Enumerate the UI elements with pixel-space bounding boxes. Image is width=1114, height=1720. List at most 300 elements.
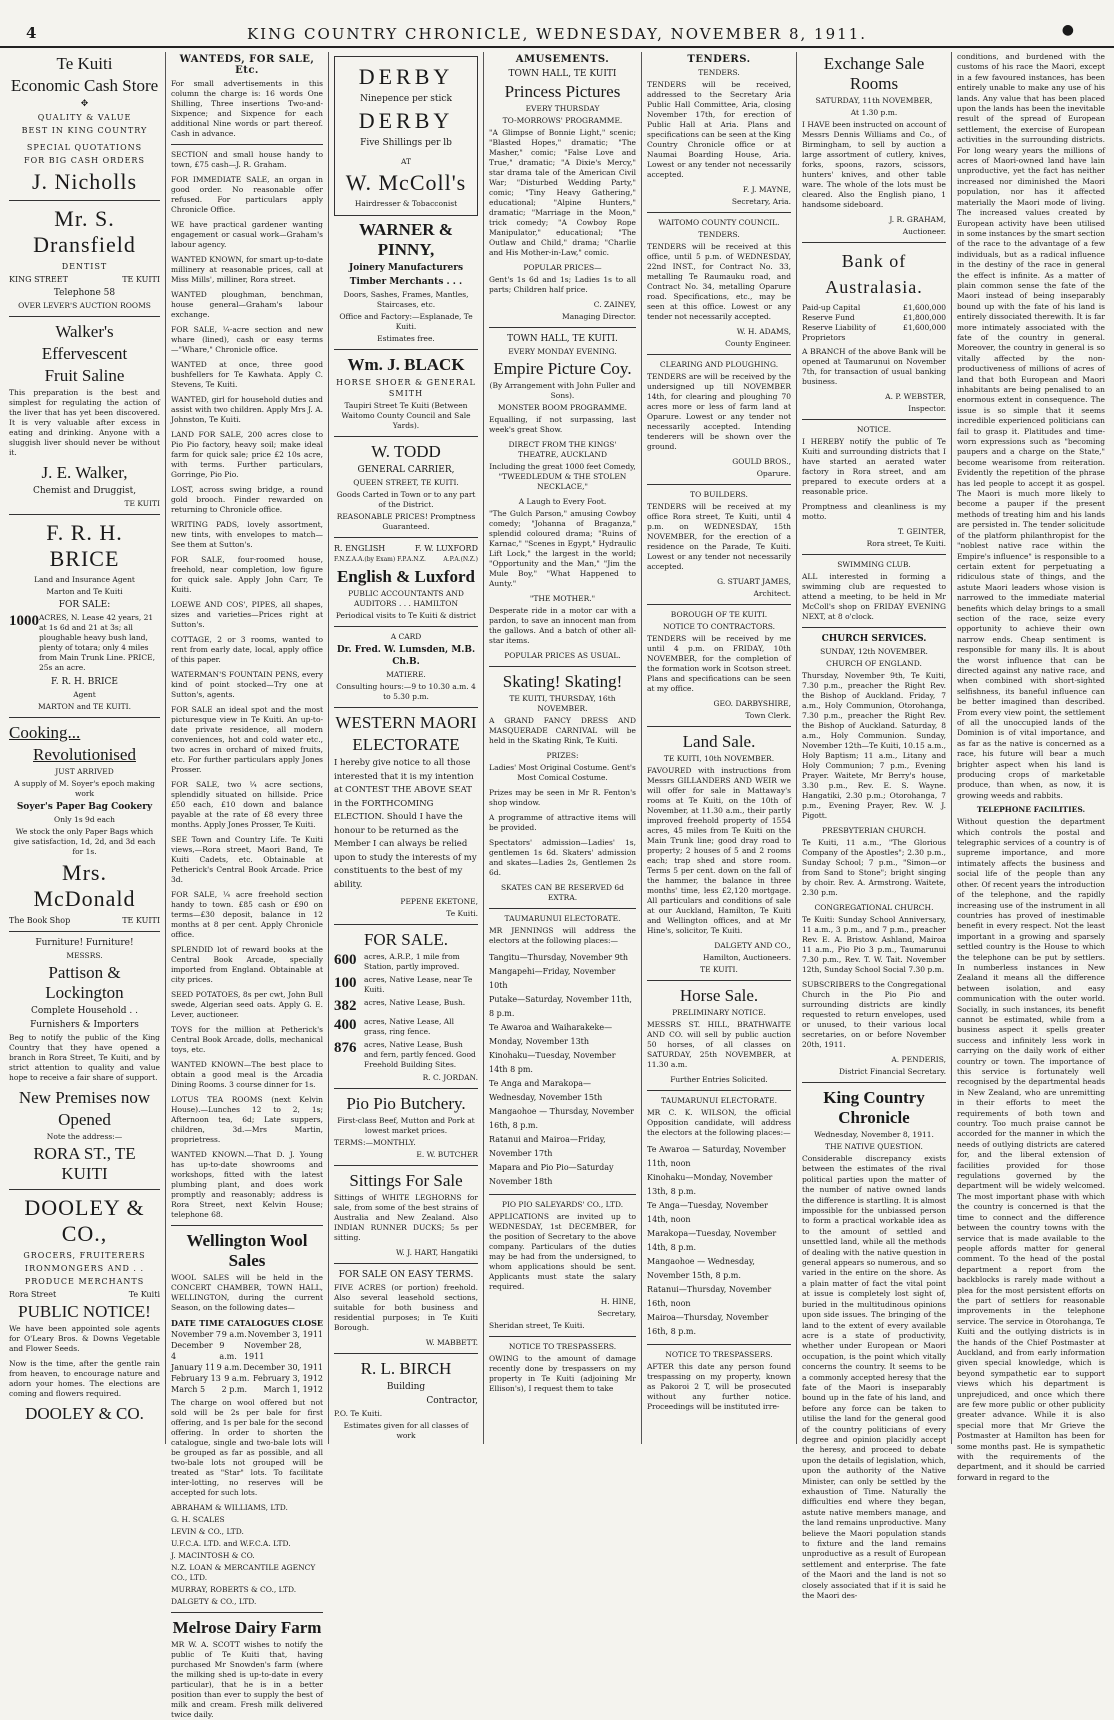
contractors-heading: NOTICE TO CONTRACTORS. [662,622,776,631]
brice-name: F. R. H. BRICE [46,520,123,571]
bank-heading: Bank of Australasia. [825,251,923,297]
page-number: 4 [26,24,37,42]
te-kuiti-line: TE KUITI. [700,965,738,974]
clearing-text: TENDERS are will be received by the undersigned up till NOVEMBER 14th, for clearing and ploughing 70 acres more or less of farm land at Oparure. Lowest or any tender not necessarily accepted. Intending tenderers will be shown over the ground. [647,372,791,451]
wool-cell: February 13 [171,1374,221,1383]
meeting-place: Te Anga—Tuesday, November 14th, noon [647,1201,768,1224]
land-agent-line: Land and Insurance Agent [34,575,135,584]
divider [334,349,478,350]
preliminary-line: PRELIMINARY NOTICE. [672,1008,766,1017]
popular-prices-2: POPULAR PRICES AS USUAL. [504,651,621,660]
hine-signature: H. HINE, [600,1297,636,1306]
adams-signature: W. H. ADAMS, [736,327,791,336]
rora-street-label: Rora Street [9,1290,57,1299]
admission-text: Spectators' admission—Ladies' 1s, gentlemen 1s 6d. Skaters' admission and skates—Ladies 2s, Gentlemen 2s 6d. [489,838,636,877]
divider [802,554,946,555]
direct-text: Including the great 1000 feet Comedy, "TWEEDLEDUM & THE STOLEN NECKLACE," [489,462,636,491]
clearing-heading: CLEARING AND PLOUGHING. [659,360,779,369]
congregational-text: Te Kuiti: Sunday School Anniversary, 11 a.m., 3 p.m., and 7 p.m., preacher Rev. E. A. Bristow. Ashland, Mairoa 11 a.m., Pio Pio 3 p.m., Taumarunui 7.30 p.m., Rev. T. W. Tait. November 12th, Sunday School Social 7.30 p.m. [802,915,946,974]
divider [171,144,323,145]
lumsden-name: Dr. Fred. W. Lumsden, M.B. Ch.B. [336,645,476,667]
auctioneer-label: Auctioneer. [902,227,946,236]
column-7 [952,52,1110,1482]
wanted-ads-list [171,150,323,1220]
accountant-names [334,543,478,554]
acres-number: 1000 [9,613,39,629]
wool-header-time: TIME [199,1318,224,1328]
bank-table [802,303,946,343]
brice-name-2: F. R. H. BRICE [50,677,119,687]
graham-signature: J. R. GRAHAM, [889,215,946,224]
building-line: Building [386,1382,426,1392]
congregational-heading: CONGREGATIONAL CHURCH. [814,903,934,912]
skating-text: A GRAND FANCY DRESS AND MASQUERADE CARNIVAL will be held in the Skating Rink, Te Kuiti. [489,716,636,745]
sale-desc: acres, Native Lease, Bush. [364,998,466,1007]
wanteds-intro: For small advertisements in this column the charge is: 16 words One Shilling, Three insertions Two-and-Sixpence; and Sixpence for each additional Nine words or part thereof. Cash in advance. [171,79,323,138]
melrose-title: Melrose Dairy Farm [172,1618,322,1637]
column-6 [797,52,952,1601]
dooley-name: DOOLEY & CO., [24,1195,145,1246]
meeting-place: Mangaohoe — Wednesday, November 15th, 8 p.m. [647,1257,755,1280]
dransfield-name: Mr. S. Dransfield [33,206,136,257]
architect-label: Architect. [753,589,791,598]
english-name: R. ENGLISH [334,544,386,553]
sale-acres: 100 [334,975,357,991]
western-maori-heading: WESTERN MAORI [335,713,477,732]
bank-label: Paid-up Capital [802,303,861,312]
revolutionised-heading: Revolutionised [33,745,136,764]
matiere-line: MATIERE. [386,670,426,679]
sale-desc: acres, Native Lease, near Te Kuiti. [364,975,473,994]
notice-text: I HEREBY notify the public of Te Kuiti and surrounding districts that I have started an aerated water factory in Rora street, and am prepared to execute orders at a reasonable price. [802,437,946,496]
messrs-line: MESSRS. [66,951,103,960]
monster-programme: MONSTER BOOM PROGRAMME. [497,403,628,412]
direct-line: DIRECT FROM THE KINGS' THEATRE, AUCKLAND [508,440,617,459]
wool-row [171,1373,323,1384]
native-question-text: Considerable discrepancy exists between the estimates of the rival political parties upon the matter of the number of native owned lands the difference is startling. It is almost impossible for the unbiassed person to form a practical workable idea as to the amount of settled and unsettled land, while all the methods of dealing with the native question in general appears so numerous, and so varied in the entire on the shore. As a plain matter of fact the vital point at issue is completely lost sight of, buried in the multitudinous opinions upon side issues. The bringing of the land to the extent of every available acre is a state of productivity, whether under European or Maori occupation, is the point which vitally concerns the country. It seems to be a commonly accepted heresy that the fate of the Maori is inseparably bound up in the fate of his land, and before any force can be taken to utilise the land for the general good of the country politicians of every degree and opinion placidly accept the heresy, and proceed to debate upon the details of legislation, which, upon the authority of the Native Minister, can only be settled by the exhaustion of Time. Naturally the difficulties end where they began, astute native members manage, and the land remains unproductive. Many believe the Maori population stands to fixture and the land remains unproductive as a result of European settlement and enterprise. The fate of the Maori and the land is not so closely associated that if it is said he the Maori des- [802,1154,946,1601]
wanted-ad: TOYS for the million at Petherick's Central Book Arcade, dolls, mechanical toys, etc. [171,1025,323,1054]
popular-prices: POPULAR PRICES— [523,263,602,272]
wanted-ad: LAND FOR SALE, 200 acres close to Pio Pio factory, heavy soil; make ideal farm for quick sale; price £2 10s acre, with terms. Further particulars, Gorringe, Pio Pio. [171,430,323,479]
telephone-line: Telephone 58 [53,288,116,298]
applications-text: APPLICATIONS are invited up to WEDNESDAY, 1st DECEMBER, for the position of Secretary to the above company. Particulars of the duties may be had from the undersigned, to whom applications should be sent. Applicants must state the salary required. [489,1212,636,1291]
telephone-text: Without question the department which controls the postal and telegraphic services of a country is of supreme importance, and more intimately affects the business and social life of the people than any other. Of recent years the introduction of the telephone, and the rapidly increasing use of the instrument in all countries has proved of inestimable benefit in every respect. Not the least important in a growing and sparsely settled country is the House to which the telephone can be put by settlers. In numberless instances in New Zealand it means all the difference between isolation, and easy communication with the outer world. Socially, in such instances, its benefit cannot be estimated, while from a business aspect it spells greater success and infinitely less work in carrying on the daily work of either country or town. The importance of this service is fortunately well recognised by the departmental heads in New Zealand, who are unremitting in their efforts to meet the requirements of both town and country. Too much praise cannot be accorded for the manner in which the needs of outlying districts are catered for, and the liberal extension of facilities provided for those regulations governed by the department will be widely welcomed. The most important phase with which the country is concerned is that the time to connect and the difference between the country towns with the service that is made available to the people affords matter for general comment. To the head of the postal department a report from the backblocks is rarely made without a plea for the most persistent efforts on the part of settlers for reasonable improvements in the telephone service. The service in Otorohanga, Te Kuiti and the outlying districts is in the hands of the Chief Postmaster at Auckland, and from early information given special knowledge, which is beyond sympathetic ear to support views which his department is unprejudiced, and once which there are few more public or other publicity greater advance. While it is also special more that Mr Grieve the Postmaster at Hamilton has been for some months past. He is sympathetic with the requirements of the department, and it should be carried forward in regard to the [957,817,1105,1482]
james-signature: G. STUART JAMES, [717,577,791,586]
land-sale-list [334,952,478,1070]
divider [489,666,636,667]
ironmongers-line: IRONMONGERS AND . . [24,1264,145,1273]
acres-text: ACRES, N. Lease 42 years, 21 at 1s 6d and 21 at 3s; all ploughable heavy bush land, plenty of totara; only 4 miles from Main Trunk Line. PRICE, 25s an acre. [39,613,155,672]
butcher-signature: E. W. BUTCHER [416,1150,478,1159]
te-kuiti-heading: Te Kuiti [56,54,113,73]
divider [171,1225,323,1226]
presbyterian-text: Te Kuiti, 11 a.m., "The Glorious Company of the Apostles"; 2.30 p.m., Sunday School; 7 p.m., "Simon—or from Sand to Stone"; bright singing by choir. Rev. A. Armstrong. Waitete, 2.30 p.m. [802,838,946,897]
tenders-sub: TENDERS. [698,68,740,77]
ornament: ✥ [80,99,89,109]
chemist-line: Chemist and Druggist, [32,486,137,496]
princess-pictures: Princess Pictures [504,82,621,101]
arrangement-line: (By Arrangement with John Fuller and Sons). [489,381,636,400]
aria-tender-text: TENDERS will be received, addressed to the Secretary Aria Public Hall Committee, Aria, closing November 17th, for erection of Public Hall at Aria. Plans and specifications can be seen at the King Country Chronicle office or at Naumai Boarding House, Aria. Lowest or any tender not necessarily accepted. [647,80,791,179]
wool-cell: 9 a.m. [224,1374,250,1383]
luxford-name: F. W. LUXFORD [414,544,478,553]
melrose-text: MR W. A. SCOTT wishes to notify the public of Te Kuiti that, having purchased Mr Snowden's farm (where the milking shed is up-to-date in every particular), that he is in a better position than ever to supply the best of milk and cream. Fresh milk delivered twice daily. [171,1640,323,1719]
horse-sale-heading: Horse Sale. [679,986,759,1005]
auctioneers-label: Hamilton, Auctioneers. [703,953,791,962]
bulk-line: FOR BIG CASH ORDERS [24,156,145,165]
for-sale-label: FOR SALE: [58,600,111,610]
wool-firm: U.F.C.A. LTD. and W.F.C.A. LTD. [171,1539,291,1548]
hart-signature: W. J. HART, Hangatiki [396,1248,478,1257]
swimming-heading: SWIMMING CLUB. [837,560,911,569]
wanted-ad: WE have practical gardener wanting engagement or casual work—Graham's labour agency. [171,220,323,249]
wanted-ad: SEED POTATOES, 8s per cwt, John Bull swede, Algerian seed oats. Apply G. E. Lever, auctioneer. [171,990,323,1019]
contractor-line: Contractor, [426,1396,478,1406]
wool-row [171,1340,323,1362]
equalling-text: Equalling, if not surpassing, last week's great Show. [489,415,636,434]
bank-value: £1,600,000 [903,303,946,312]
rora-street-line: RORA ST., TE KUITI [33,1144,136,1183]
wilson-text: MR C. K. WILSON, the official Opposition candidate, will address the electors at the following places:— [647,1108,791,1137]
divider [647,354,791,355]
eketone-town: Te Kuiti. [446,909,478,918]
king-street: KING STREET [9,275,68,284]
swimming-text: ALL interested in forming a swimming club are requested to attend a meeting, to be held in Mr McColl's shop on FRIDAY EVENING NEXT, at 8 o'clock. [802,572,946,621]
luxford-quals: A.P.A.(N.Z.) [443,556,478,563]
tenders-sub-2: TENDERS. [698,230,740,239]
further-line: Further Entries Solicited. [670,1075,768,1084]
taumarunui-heading-2: TAUMARUNUI ELECTORATE. [661,1096,777,1105]
meeting-place: Kinohaku—Tuesday, November 14th 8 pm. [489,1051,616,1074]
divider [334,537,478,538]
wool-table [171,1329,323,1395]
derby-ad [334,56,478,216]
town-hall-line: TOWN HALL, TE KUITI [508,69,617,79]
soyer-price: Only 1s 9d each [54,815,115,824]
sittings-text: Sittings of WHITE LEGHORNS for sale, from some of the best strains of Australia and New Zealand. Also INDIAN RUNNER DUCKS; 5s per sitting. [334,1193,478,1242]
economic-store-heading: Economic Cash Store [10,76,159,95]
wool-firm: LEVIN & CO., LTD. [171,1527,244,1536]
hairdresser-line: Hairdresser & Tobacconist [354,199,458,208]
jordan-signature: R. C. JORDAN. [422,1073,478,1082]
taupiri-line: Taupiri Street Te Kuiti (Between Waitomo County Council and Sale Yards). [341,401,471,430]
accountants-line: PUBLIC ACCOUNTANTS AND AUDITORS . . . HAMILTON [348,589,464,608]
wool-sales-title: Wellington Wool Sales [186,1231,308,1270]
bookshop-label: The Book Shop [9,916,71,925]
penderis-signature: A. PENDERIS, [891,1055,946,1064]
wanted-ad: LOST, across swing bridge, a round gold brooch. Finder rewarded on returning to Chronicle office. [171,485,323,514]
po-line: P.O. Te Kuiti. [334,1409,383,1418]
walker-heading-1: Walker's [55,322,114,341]
derby-heading-2: DERBY [358,108,454,133]
skates-reserved: SKATES CAN BE RESERVED 6d EXTRA. [501,883,624,902]
wool-header-date: DATE [171,1318,196,1328]
bank-row [802,323,946,343]
oparure-label: Oparure. [756,469,791,478]
wool-cell: November 28, 1911 [243,1341,302,1361]
mayne-signature: F. J. MAYNE, [742,185,791,194]
dooley-name-2: DOOLEY & CO. [25,1404,144,1423]
darbyshire-signature: GEO. DARBYSHIRE, [713,699,791,708]
divider [9,931,160,932]
bank-value: £1,800,000 [903,313,946,322]
land-sale-date: TE KUITI, 10th NOVEMBER. [663,754,775,763]
sale-acres: 600 [334,952,357,968]
bank-text: A BRANCH of the above Bank will be opened at Taumarunui on November 7th, for transaction of usual banking business. [802,347,946,386]
divider [802,242,946,243]
easy-terms-text: FIVE ACRES (or portion) freehold. Also several leasehold sections, suitable for both business and residential purposes; in Te Kuiti Borough. [334,1283,478,1332]
dentist-label: DENTIST [61,262,108,271]
meeting-place: Mangapehi—Friday, November 10th [489,967,616,990]
wool-cell: November 3, 1911 [247,1330,323,1339]
prices-text: Gent's 1s 6d and 1s; Ladies 1s to all parts; Children half price. [489,275,636,294]
meeting-place: Tangitu—Thursday, November 9th [489,953,629,962]
timber-line: Timber Merchants . . . [349,277,463,287]
estimates-given: Estimates given for all classes of work [343,1421,469,1440]
wanted-ad: WRITING PADS, lovely assortment, new tints, with envelopes to match—See them at Sutton's. [171,520,323,549]
furnishers-line: Furnishers & Importers [30,1020,139,1030]
periodical-line: Periodical visits to Te Kuiti & district [335,611,477,620]
wanted-ad: LOEWE AND COS', PIPES, all shapes, sizes and varieties—Prices right at Sutton's. [171,600,323,629]
taumarunui-heading: TAUMARUNUI ELECTORATE. [504,914,621,923]
sale-desc: acres, Native Lease, Bush and fern, partly fenced. Good Freehold Building Sites. [364,1040,476,1069]
office-line: Office and Factory:—Esplanade, Te Kuiti. [339,312,473,331]
card-label: A CARD [390,632,422,641]
wool-row [171,1329,323,1340]
exchange-time: At 1.30 p.m. [850,108,898,117]
wool-cell: January 11 [171,1363,216,1372]
wanted-ad: SEE Town and Country Life. Te Kuiti views,—Rora street, Maori Band, Te Kuiti Cadets, etc. Obtainable at Petherick's Central Book Arcade. Price 3d. [171,835,323,884]
special-line: SPECIAL QUOTATIONS [26,143,143,152]
skating-date: TE KUITI, THURSDAY, 16th NOVEMBER. [509,694,616,713]
cooking-heading: Cooking... [9,723,81,742]
wanted-ad: WATERMAN'S FOUNTAIN PENS, every kind of point stocked—Try one at Sutton's, agents. [171,670,323,699]
director-label: Managing Director. [562,312,636,321]
prizes-text: Ladies' Most Original Costume. Gent's Most Comical Costume. [489,763,636,782]
sale-desc: acres, Native Lease, All grass, ring fence. [364,1017,454,1036]
meeting-place: Mangaohoe — Thursday, November 16th, 8 p.m. [489,1107,634,1130]
rora-row [9,1289,160,1300]
sunday-line: SUNDAY, 12th NOVEMBER. [820,647,928,656]
sale-desc: acres, A.R.P., 1 mile from Station, partly improved. [364,952,460,971]
meeting-place: Marakopa—Tuesday, November 14th, 8 p.m. [647,1229,777,1252]
marton-line-2: MARTON and TE KUITI. [37,702,132,711]
princess-programme: "A Glimpse of Bonnie Light," scenic; "Blasted Hopes," dramatic; "The Masher," comic; "False Love and True," dramatic; "A Dixie's Mercy," star drama tale of the American Civil War; "Disturbed Wedding Party," comic; "Tiny Heavy Gathering," educational; "Alpine Hunters," dramatic; "Marriage in the Moon," trick comedy; "A Cowboy Rope Manipulator," educational; "The Outlaw and Child," drama; "Charlie and His Mother-in-Law," comic. [489,128,636,257]
new-premises: New Premises now [18,1088,151,1107]
wool-cell: 9 a.m. [219,1341,237,1361]
wanted-ad: COTTAGE, 2 or 3 rooms, wanted to rent from early date, local, apply office of this paper. [171,635,323,664]
divider [334,1353,478,1354]
district-label: District Financial Secretary. [839,1067,946,1076]
borough-heading: BOROUGH OF TE KUITI. [670,610,768,619]
queen-street-line: QUEEN STREET, TE KUITI. [353,478,459,487]
divider [647,1344,791,1345]
piopio-text: First-class Beef, Mutton and Pork at lowest market prices. [337,1116,475,1135]
tomorrow-programme: TO-MORROWS' PROGRAMME. [502,116,623,125]
electorate-heading: ELECTORATE [352,735,460,754]
wanted-ad: WANTED at once, three good bushfellers for Te Kawhata. Apply C. Stevens, Te Kuiti. [171,360,323,389]
sittings-heading: Sittings For Sale [349,1171,463,1190]
birch-name: R. L. BIRCH [360,1359,452,1378]
meeting-place: Putake—Saturday, November 11th, 8 p.m. [489,995,632,1018]
grocers-line: GROCERS, FRUITERERS [23,1251,146,1260]
sheridan-line: Sheridan street, Te Kuiti. [489,1321,585,1330]
pattison-text: Beg to notify the public of the King Country that they have opened a branch in Rora Street, Te Kuiti, and by strict attention to quality and value hope to receive a fair share of support. [9,1033,160,1082]
geinter-signature: T. GEINTER, [897,527,946,536]
te-kuiti-label: TE KUITI [122,275,160,284]
wanted-ad: WANTED KNOWN, for smart up-to-date millinery at reasonable prices, call at Miss Mills', milliner, Rora street. [171,255,323,284]
todd-name: W. TODD [371,442,441,461]
wanted-ad: WANTED, girl for household duties and assist with two children. Apply Mrs J. A. Johnston, Te Kuiti. [171,395,323,424]
meeting-place: Mapara and Pio Pio—Saturday November 18th [489,1163,614,1186]
inspector-label: Inspector. [908,404,946,413]
terms-line: TERMS:—MONTHLY. [334,1138,416,1147]
piopio-saleyards: PIO PIO SALEYARDS' CO., LTD. [501,1200,624,1209]
english-luxford-name: English & Luxford [337,567,475,586]
gulch-text: "The Gulch Parson," amusing Cowboy comedy; "Johanna of Braganza," splendid coloured drama; "Ruins of Karnac," "Scenes in Egypt," Hydraulic Lift Lock," the largest in the world; "Opportunity and the Man," "Jim the Mule Boy," "What Happened to Aunty." [489,509,636,588]
wanted-ad: FOR IMMEDIATE SALE, an organ in good order. No reasonable offer refused. For particulars apply Chronicle Office. [171,175,323,214]
divider [647,726,791,727]
paper-bags-text: We stock the only Paper Bags which give satisfaction, 1d, 2d, and 3d each for 1s. [13,827,156,856]
bank-row [802,303,946,313]
opened-line: Opened [58,1110,111,1129]
horse-sale-text: MESSRS ST. HILL, BRATHWAITE AND CO. will sell by public auction 50 horses, of all classes on SATURDAY, 25th NOVEMBER, at 11.30 a.m. [647,1020,791,1069]
exchange-heading: Exchange Sale Rooms [823,54,925,93]
divider [647,212,791,213]
meeting-place: Kinohaku—Monday, November 13th, 8 p.m. [647,1173,773,1196]
black-name: Wm. J. BLACK [347,355,465,374]
goods-line: Goods Carted in Town or to any part of the District. [336,490,476,509]
divider [647,980,791,981]
wanted-ad: FOR SALE, two ¼ acre sections, splendidly situated on hillside. Price £50 each, £10 down and balance payable at the rate of £8 every three months. Apply Jones Prosser, Te Kuiti. [171,780,323,829]
chronicle-heading: King Country Chronicle [823,1088,925,1127]
sale-item [334,1040,478,1070]
divider [9,514,160,515]
piopio-butchery-heading: Pio Pio Butchery. [346,1094,466,1113]
wool-firm: DALGETY & CO., LTD. [171,1597,257,1606]
trespass-heading: NOTICE TO TRESPASSERS. [508,1342,617,1351]
wanted-ad: WANTED KNOWN—The best place to obtain a good meal is the Arcadia Dining Rooms. 3 course dinner for 1s. [171,1060,323,1089]
meeting-place: Te Anga and Marakopa—Wednesday, November 15th [489,1079,603,1102]
quality-line: QUALITY & VALUE [37,113,132,122]
acres-listing [9,613,160,673]
mcdonald-name: Mrs. McDonald [33,860,136,911]
divider [334,1165,478,1166]
walker-text: This preparation is the best and simplest for regulating the action of the liver that has yet been discovered. It is very valuable after excess in eating and drinking. Anyone with a sluggish liver should never be without it. [9,388,160,457]
address-note: Note the address:— [46,1132,123,1141]
column-5 [642,52,797,1444]
england-heading: CHURCH OF ENGLAND. [826,659,922,668]
meeting-place: Mairoa—Thursday, November 16th, 8 p.m. [647,1313,769,1336]
divider [647,604,791,605]
meeting-place: Te Awaroa — Saturday, November 11th, noon [647,1145,786,1168]
mother-text: Desperate ride in a motor car with a pardon, to save an innocent man from the gallows. And a batch of other all-star items. [489,606,636,645]
pattison-name: Pattison & Lockington [45,963,124,1002]
wool-intro: WOOL SALES will be held in the CONCERT CHAMBER, TOWN HALL, WELLINGTON, during the current Season, on the following dates— [171,1273,323,1312]
complete-line: Complete Household . . [31,1006,138,1016]
doors-line: Doors, Sashes, Frames, Mantles, Staircases, etc. [343,290,469,309]
webster-signature: A. P. WEBSTER, [885,392,946,401]
for-sale-heading: FOR SALE. [363,930,449,949]
wanted-ad: WANTED ploughman, benchman, house general—Graham's labour exchange. [171,290,323,319]
horseshoe-line: HORSE SHOER & GENERAL SMITH [336,378,476,398]
wool-row [171,1384,323,1395]
divider [9,200,160,201]
column-2 [166,52,329,1719]
marton-line: Marton and Te Kuiti [46,587,123,596]
mccoll-name: W. McColl's [345,170,467,195]
over-line: OVER LEVER'S AUCTION ROOMS [18,301,151,310]
bookshop-row [9,915,160,926]
sale-acres: 400 [334,1017,357,1033]
land-sale-heading: Land Sale. [682,732,756,751]
walker-name: J. E. Walker, [41,463,128,482]
trespass-heading-2: NOTICE TO TRESPASSERS. [665,1350,773,1359]
native-question-continued: conditions, and burdened with the customs of his race the Maori, except in a few favoured instances, has been entirely unable to make any use of his lands. Any value that has been placed upon the lands has been the inevitable result of the spread of European settlement, the exercise of European activities in the surrounding districts. For long weary years the millions of acres of Maori-owned land have lain unproductive, yet the fact has neither increased nor diminished the Maori population, nor has it affected materially the Maori mode of living. The increased values created by European activity have been utilised in some instances by the smart section of the race to the advantage of a few individuals, but as a radical influence in the destiny of the race in general the effect is infinite. As a matter of plain common sense the fate of the Maori instead of being inseparably bound up with the fate of his land is entirely dissociated therewith. It is far more intimately associated with the fate of the country in general. Moreover, the country in general is so vitally affected by the non-productiveness of millions of acres of land that both European and Maori inhabitants are being penalised to an enormous extent in consequence. The issue is so simple that it seems incredible experienced politicians can fail to grasp it. Platitudes and time-worn expressions such as "becoming paupers and a charge on the State," become wearisome from reiteration. Evidently the repetition of the phrase has led people to accept it as gospel. The Maori is much more likely to become a pauper if the present methods of treating him and his lands are persisted in. The tender solicitude of the platform philanthropist for the "noblest native race within the Empire's influence" is responsible to a certain extent for perpetuating a ridiculous state of things, and the astute Maori leaders whose vision is narrowed to the immediate material benefits which delay brings to a small section of the race, seize every opportunity to achieve their own narrow ends. Cheap sentiment is responsible for many ills. It is about the worst influence that can be directed against any native race, and when combined with short-sighted selfishness, its baneful influence can be better imagined than described. From every view point, the settlement of all the unoccupied lands of the Dominion is of vital importance, and as far as the native is concerned as a race, his future will bear a much brighter aspect when his land is producing crops of marketable produce, than when, as now, it is growing weeds and rabbits. [957,52,1105,800]
divider [802,419,946,420]
divider [9,717,160,718]
land-sale-text: FAVOURED with instructions from Messrs GILLANDERS AND WEIR we will offer for sale in Mattaway's rooms at Te Kuiti, on the 10th of November, at 11.30 a.m., their partly improved freehold property of 1554 acres, 45 miles from Te Kuiti on the Main Trunk line; good dray road to property; 2 houses of 5 and 2 rooms each; trap shed and store room. Terms 5 per cent. down on the fall of the hammer, the balance in three months' time, less £2,120 mortgage. All particulars and conditions of sale at our Auckland, Hamilton, Te Kuiti and Wellington offices, and at Mr Hine's, solicitor, Te Kuiti. [647,766,791,935]
trespass-text-2: AFTER this date any person found trespassing on my property, known as Pakoroi 2 T, will be prosecuted without any further notice. Proceedings will be instituted irre- [647,1362,791,1411]
wool-firm: G. H. SCALES [171,1515,225,1524]
wanted-ad: WANTED KNOWN.—That D. J. Young has up-to-date showrooms and workshops, fitted with the latest plumbing plant, and does work promptly and reasonably; address is Rora Street, next Kelvin House; telephone 68. [171,1150,323,1219]
gould-signature: GOULD BROS., [732,457,791,466]
meeting-place: Ratanui and Mairoa—Friday, November 17th [489,1135,606,1158]
public-notice-text: We have been appointed sole agents for O'Leary Bros. & Downs Vegetable and Flower Seeds. [9,1324,160,1353]
wool-text: The charge on wool offered but not sold will be 2s per bale for first offering, and 1s per bale for the second offering. In order to shorten the catalogue, single and two-bale lots will be grouped as far as possible, and all two-bale lots not grouped will be treated as "Star" lots. To facilitate inter-lotting, no reserves will be accepted for such lots. [171,1398,323,1497]
chemist-town: TE KUITI [124,499,160,508]
jennings-text: MR JENNINGS will address the electors at the following places:— [489,926,636,945]
church-heading: CHURCH SERVICES. [821,634,927,644]
wool-cell: March 5 [171,1385,206,1394]
divider [334,707,478,708]
wool-firm: ABRAHAM & WILLIAMS, LTD. [171,1503,288,1512]
nicholls-name: J. Nicholls [31,169,138,194]
column-3 [329,52,484,1444]
divider [334,924,478,925]
wool-cell: 2 p.m. [221,1385,247,1394]
estimates-line: Estimates free. [377,334,435,343]
every-monday: EVERY MONDAY EVENING. [508,347,617,356]
every-thursday: EVERY THURSDAY [525,104,600,113]
meeting-place: Te Awaroa and Waiharakeke—Monday, November 13th [489,1023,613,1046]
town-hall-line-2: TOWN HALL, TE KUITI. [507,334,618,344]
presbyterian-heading: PRESBYTERIAN CHURCH. [822,826,926,835]
bank-value: £1,600,000 [903,323,946,332]
english-quals: F.N.Z.A.A.(by Exam) F.P.A.N.Z. [334,556,426,563]
notice-heading: NOTICE. [856,425,892,434]
masthead-title: KING COUNTRY CHRONICLE, WEDNESDAY, NOVEMBER 8, 1911. [246,25,868,43]
wool-cell: 9 a.m. [216,1363,242,1372]
empire-picture: Empire Picture Coy. [493,359,632,378]
public-notice-heading: PUBLIC NOTICE! [18,1302,151,1321]
address-row [9,274,160,285]
wool-firm: MURRAY, ROBERTS & CO., LTD. [171,1585,297,1594]
time-text: Now is the time, after the gentle rain from heaven, to encourage nature and adorn your homes. The elections are coming and flowers required. [9,1359,160,1398]
divider [334,1263,478,1264]
wool-cell: 9 a.m. [221,1330,247,1339]
derby-heading-1: DERBY [358,64,454,89]
telephone-heading: TELEPHONE FACILITIES. [976,805,1086,815]
sale-item [334,1017,478,1037]
wanted-ad: FOR SALE an ideal spot and the most picturesque view in Te Kuiti. An up-to-date private residence, all modern conveniences, hot and cold water etc., two acres in orchard of mixed fruits, etc. For further particulars apply Jones Prosser. [171,705,323,774]
sale-item [334,998,478,1014]
attractive-text: A programme of attractive items will be provided. [489,813,636,832]
warner-name: WARNER & PINNY, [359,220,453,259]
divider [647,484,791,485]
waitomo-heading: WAITOMO COUNTY COUNCIL. [658,218,780,227]
divider [489,1336,636,1337]
